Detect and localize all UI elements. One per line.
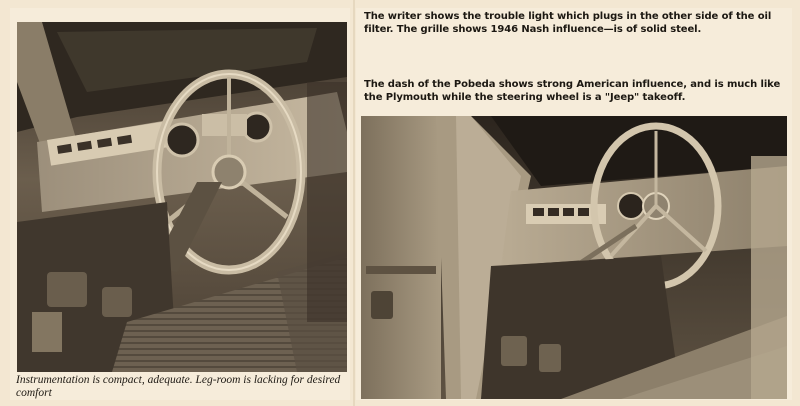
dashboard-photo-left-illustration — [17, 22, 347, 372]
pobeda-dash-caption: The dash of the Pobeda shows strong American influence, and is much like the Plymouth while the steering wheel is a "Jeep" takeoff. — [364, 79, 781, 103]
dashboard-photo-right — [361, 116, 787, 399]
left-column — [10, 8, 350, 400]
column-divider — [353, 0, 355, 406]
trouble-light-caption: The writer shows the trouble light which plugs in the other side of the oil filter. The grille shows 1946 Nash influence—is of solid steel. — [364, 11, 772, 35]
dashboard-photo-left — [17, 22, 347, 372]
right-column — [356, 8, 792, 400]
left-photo-caption: Instrumentation is compact, adequate. Leg-room is lacking for desired comfort — [16, 374, 341, 399]
dashboard-photo-right-illustration — [361, 116, 787, 399]
